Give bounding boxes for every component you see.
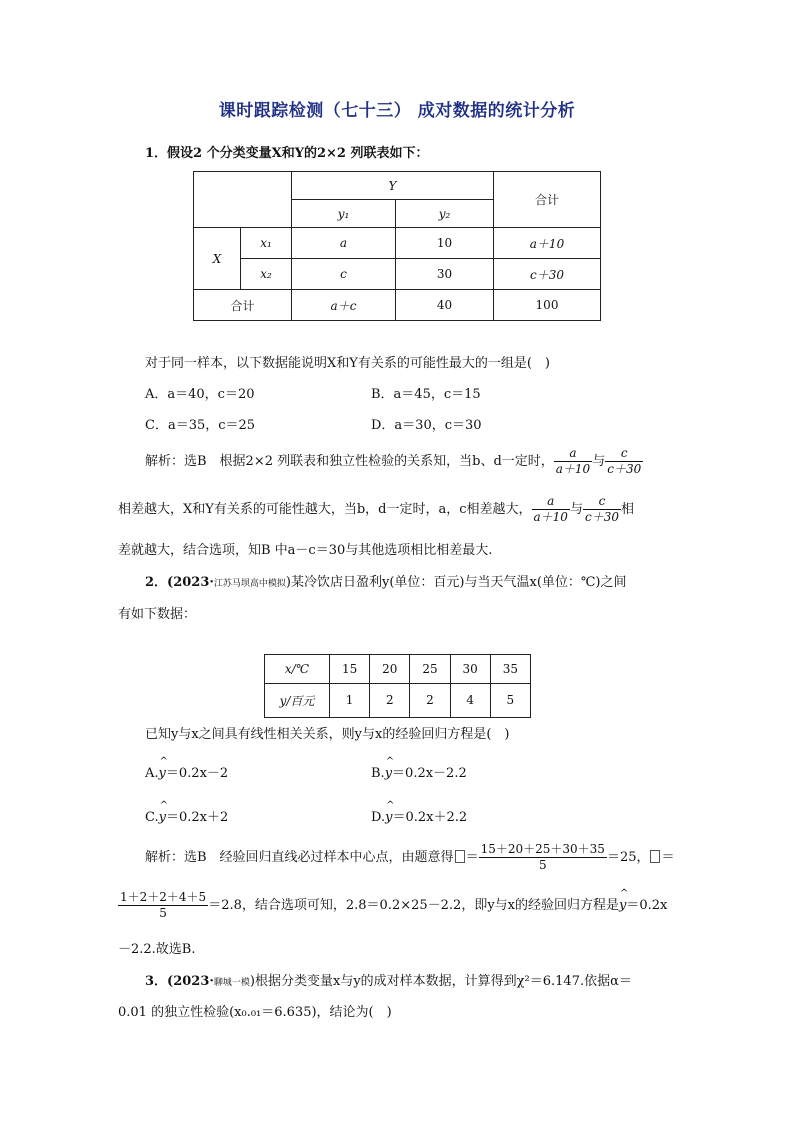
hat-y: ^ y: [159, 766, 166, 781]
fraction: [118, 890, 208, 921]
solution-text: 与: [592, 454, 606, 469]
q1-solution-line2: [118, 494, 634, 525]
table-cell: 10: [396, 228, 494, 259]
fraction-numerator: a: [532, 494, 570, 510]
solution-text: 解析：选B 根据2×2 列联表和独立性检验的关系知，当b、d一定时，: [145, 454, 554, 469]
contingency-table: [193, 171, 601, 321]
q1-solution-line3: 差就越大，结合选项，知B 中a－c＝30与其他选项相比相差最大.: [118, 543, 493, 558]
table-cell: 100: [494, 290, 601, 321]
hat-y: ^ y: [385, 766, 392, 781]
option-letter: B.: [371, 766, 385, 781]
solution-text: 相: [620, 502, 634, 517]
fraction-numerator: a: [554, 446, 592, 462]
table-cell: 2: [410, 683, 450, 717]
table-cell: 2: [370, 683, 410, 717]
solution-text: 与: [569, 502, 583, 517]
table-cell: 1: [330, 683, 370, 717]
table-cell: 20: [370, 655, 410, 684]
q3-stem: [145, 970, 632, 989]
table-cell: 40: [396, 290, 494, 321]
fraction: [532, 494, 570, 525]
q1-option-b: B．a＝45，c＝15: [371, 387, 481, 402]
hat-y: ^ y: [159, 810, 166, 825]
solution-text: 解析：选B 经验回归直线必过样本中心点，由题意得: [145, 850, 454, 865]
option-text: ＝0.2x＋2: [165, 810, 229, 825]
table-cell: 15: [330, 655, 370, 684]
page-title: 课时跟踪检测（七十三） 成对数据的统计分析: [218, 101, 576, 121]
q3-stem-prefix: 3．(2023·: [145, 974, 214, 989]
table-total-label: 合计: [194, 290, 292, 321]
q2-stem-prefix: 2．(2023·: [145, 575, 214, 590]
fraction: [583, 494, 621, 525]
fraction-denominator: 5: [538, 858, 547, 872]
q1-solution-line1: [145, 446, 643, 477]
q2-option-d: [371, 806, 467, 825]
data-table: [264, 654, 531, 718]
table-cell: 5: [490, 683, 530, 717]
table-row-label: x₂: [241, 259, 292, 290]
hat-y: ^ y: [619, 898, 626, 913]
table-cell: c＋30: [494, 259, 601, 290]
solution-text: ＝0.2x: [626, 898, 668, 913]
solution-text: ＝2.8，结合选项可知，2.8＝0.2×25－2.2，即y与x的经验回归方程是: [208, 898, 619, 913]
table-cell: a＋10: [494, 228, 601, 259]
q2-stem-text: )某冷饮店日盈利y(单位：百元)与当天气温x(单位：℃)之间: [285, 575, 627, 590]
option-letter: D.: [371, 810, 386, 825]
table-cell: 35: [490, 655, 530, 684]
table-cell: 30: [396, 259, 494, 290]
table-x-head: x/℃: [265, 655, 330, 684]
fraction-numerator: c: [605, 446, 643, 462]
option-text: ＝0.2x＋2.2: [392, 810, 468, 825]
table-total-header: 合计: [494, 172, 601, 228]
q3-stem-text: )根据分类变量x与y的成对样本数据，计算得到χ²＝6.147.依据α＝: [249, 974, 632, 989]
ybar-placeholder: [650, 850, 660, 863]
option-letter: C.: [145, 810, 159, 825]
table-x-label: X: [194, 228, 241, 290]
hat-y: ^ y: [385, 810, 392, 825]
q2-stem: [145, 571, 627, 590]
table-cell: 25: [410, 655, 450, 684]
option-text: ＝0.2x－2: [165, 766, 229, 781]
table-cell: 30: [450, 655, 490, 684]
table-y-head: y/百元: [265, 683, 330, 717]
q2-question: 已知y与x之间具有线性相关关系，则y与x的经验回归方程是( ): [145, 727, 510, 742]
table-y-header: Y: [292, 172, 494, 200]
fraction: [479, 842, 607, 873]
table-cell: a: [292, 228, 396, 259]
fraction-denominator: 5: [159, 906, 167, 920]
solution-text: ＝25，: [606, 850, 650, 865]
xbar-placeholder: [455, 850, 465, 863]
table-cell: 4: [450, 683, 490, 717]
fraction-denominator: a＋10: [533, 510, 568, 524]
q1-stem: 1．假设2 个分类变量X和Y的2×2 列联表如下：: [145, 146, 429, 161]
table-corner: [194, 172, 292, 228]
fraction-numerator: 1＋2＋2＋4＋5: [120, 890, 207, 904]
q3-source: 聊城一模: [213, 978, 250, 988]
fraction: [605, 446, 643, 477]
q2-option-c: [145, 806, 228, 825]
q2-solution-line3: －2.2.故选B.: [118, 942, 196, 957]
q2-stem-line2: 有如下数据：: [118, 607, 197, 622]
q1-option-a: A．a＝40，c＝20: [145, 387, 255, 402]
option-letter: A.: [145, 766, 159, 781]
q1-question: 对于同一样本，以下数据能说明X和Y有关系的可能性最大的一组是( ): [145, 356, 550, 371]
q2-solution-line2: [118, 890, 667, 921]
fraction-denominator: c＋30: [584, 510, 619, 524]
fraction-numerator: c: [583, 494, 621, 510]
table-y1-header: y₁: [292, 200, 396, 228]
fraction-denominator: c＋30: [607, 462, 642, 476]
fraction-denominator: a＋10: [555, 462, 591, 476]
table-cell: c: [292, 259, 396, 290]
table-cell: a＋c: [292, 290, 396, 321]
q1-option-d: D．a＝30，c＝30: [371, 418, 482, 433]
q3-stem-line2: 0.01 的独立性检验(x₀.₀₁＝6.635)，结论为( ): [118, 1005, 392, 1020]
table-row-label: x₁: [241, 228, 292, 259]
fraction: [554, 446, 592, 477]
fraction-numerator: 15＋20＋25＋30＋35: [480, 842, 605, 856]
q1-option-c: C．a＝35，c＝25: [145, 418, 256, 433]
solution-text: 相差越大，X和Y有关系的可能性越大，当b，d一定时，a，c相差越大，: [118, 502, 532, 517]
q2-solution-line1: 解析：选B 经验回归直线必过样本中心点，由题意得 ＝ $\frac{15+20+25+30+35}{5}$ ＝25， ＝: [145, 842, 675, 872]
q2-option-a: [145, 762, 228, 781]
option-text: ＝0.2x－2.2: [392, 766, 467, 781]
q2-option-b: [371, 762, 467, 781]
q2-source: 江苏马坝高中模拟: [213, 579, 286, 589]
table-y2-header: y₂: [396, 200, 494, 228]
